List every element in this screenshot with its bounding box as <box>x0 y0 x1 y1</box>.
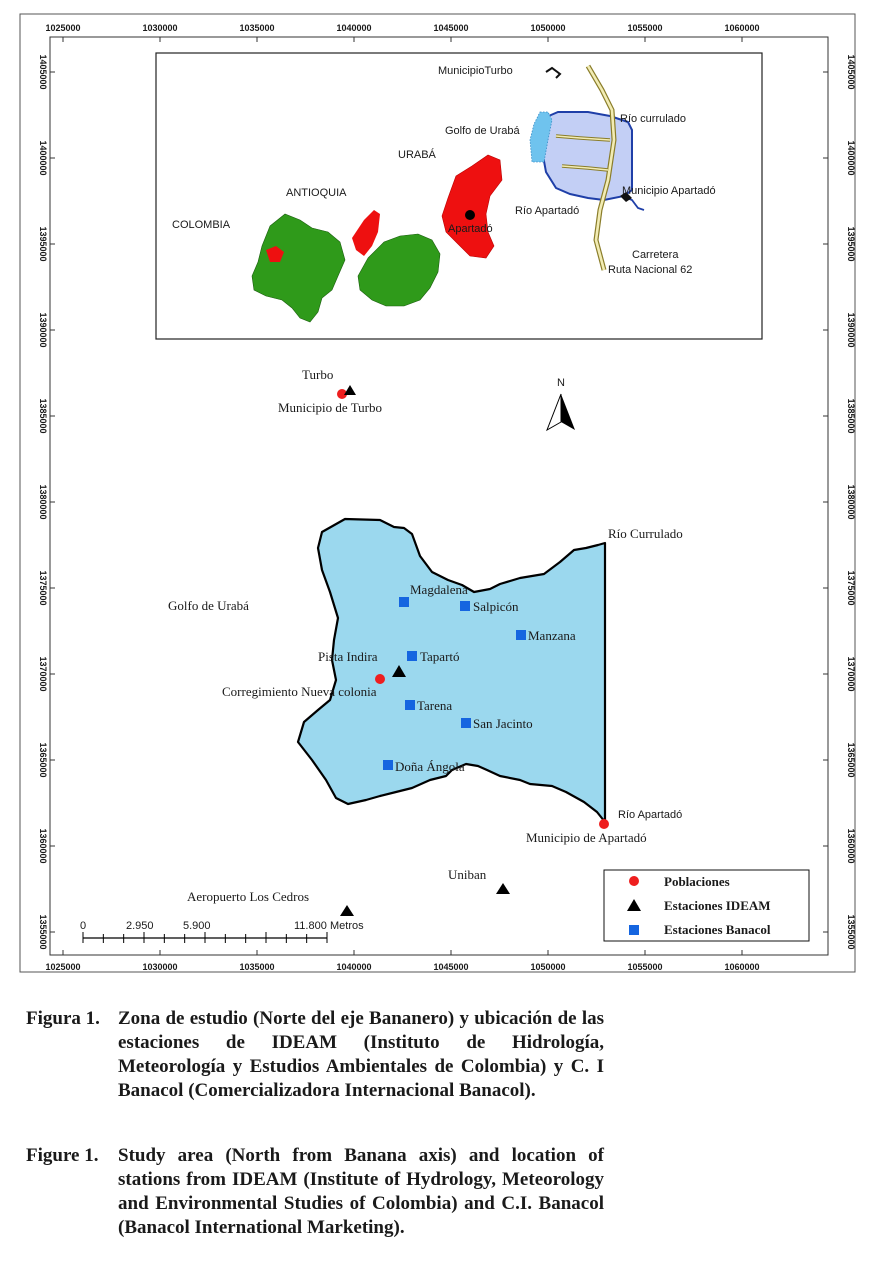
turbo-label: Turbo <box>302 367 334 382</box>
station-dona-angola-marker <box>383 760 393 770</box>
y-tick-label-left: 1395000 <box>38 226 48 262</box>
y-tick-label-right: 1360000 <box>846 828 856 864</box>
y-tick-label-left: 1400000 <box>38 140 48 176</box>
x-tick-label-top: 1055000 <box>627 23 663 33</box>
station-salpicon-marker <box>460 601 470 611</box>
y-tick-label-left: 1380000 <box>38 484 48 520</box>
inset-apartado-label: Apartadó <box>448 223 493 235</box>
inset-antioquia-label: ANTIOQUIA <box>286 187 347 199</box>
municipio-apartado-label: Municipio de Apartadó <box>526 830 647 845</box>
y-tick-label-right: 1390000 <box>846 312 856 348</box>
x-tick-label-top: 1035000 <box>239 23 275 33</box>
inset-uraba-label: URABÁ <box>398 149 436 161</box>
inset-municipio-turbo-label: MunicipioTurbo <box>438 65 513 77</box>
legend-ideam: Estaciones IDEAM <box>664 898 771 913</box>
legend <box>604 870 809 941</box>
y-tick-label-left: 1385000 <box>38 398 48 434</box>
scale-1: 2.950 <box>126 920 154 932</box>
location-inset <box>156 53 762 339</box>
caption-english-label: Figure 1. <box>26 1145 99 1166</box>
x-tick-label-top: 1050000 <box>530 23 566 33</box>
scale-0: 0 <box>80 920 87 932</box>
nueva-colonia-population-dot <box>375 674 385 684</box>
golfo-label: Golfo de Urabá <box>168 598 249 613</box>
station-taparto-label: Tapartó <box>420 649 460 664</box>
inset-colombia-label: COLOMBIA <box>172 219 231 231</box>
station-tarena-marker <box>405 700 415 710</box>
x-tick-label-bottom: 1030000 <box>142 962 178 972</box>
x-tick-label-bottom: 1025000 <box>45 962 81 972</box>
north-label: N <box>557 377 565 389</box>
caption-english <box>26 1144 604 1240</box>
x-tick-label-top: 1045000 <box>433 23 469 33</box>
y-tick-label-left: 1360000 <box>38 828 48 864</box>
station-manzana-label: Manzana <box>528 628 576 643</box>
inset-rio-apartado-label: Río Apartadó <box>515 205 580 217</box>
x-tick-label-top: 1060000 <box>724 23 760 33</box>
y-tick-label-right: 1375000 <box>846 570 856 606</box>
x-tick-label-bottom: 1050000 <box>530 962 566 972</box>
aeropuerto-label: Aeropuerto Los Cedros <box>187 889 310 904</box>
scale-3: 11.800 <box>294 920 327 932</box>
inset-study-area <box>542 112 632 200</box>
y-tick-label-right: 1395000 <box>846 226 856 262</box>
station-san-jacinto-marker <box>461 718 471 728</box>
caption-spanish <box>26 1007 604 1103</box>
legend-banacol: Estaciones Banacol <box>664 922 771 937</box>
y-tick-label-left: 1355000 <box>38 914 48 950</box>
x-tick-label-top: 1030000 <box>142 23 178 33</box>
y-tick-label-left: 1370000 <box>38 656 48 692</box>
x-tick-label-bottom: 1055000 <box>627 962 663 972</box>
x-tick-label-bottom: 1035000 <box>239 962 275 972</box>
x-tick-label-top: 1025000 <box>45 23 81 33</box>
rio-currulado-label: Río Currulado <box>608 526 683 541</box>
caption-english-text: Study area (North from Banana axis) and location of stations from IDEAM (Institute of Hydrology, Meteorology and Environmental Studies of Colombia) and C.I. Banacol (Banacol International Marketing). <box>118 1145 604 1238</box>
x-tick-label-bottom: 1040000 <box>336 962 372 972</box>
y-tick-label-right: 1385000 <box>846 398 856 434</box>
inset-rio-currulado-label: Río currulado <box>620 113 687 125</box>
apartado-inset-dot <box>465 210 475 220</box>
station-taparto-marker <box>407 651 417 661</box>
scale-2: 5.900 <box>183 920 211 932</box>
station-magdalena-marker <box>399 597 409 607</box>
corregimiento-label: Corregimiento Nueva colonia <box>222 684 377 699</box>
legend-poblaciones: Poblaciones <box>664 874 730 889</box>
scale-unit: Metros <box>330 920 364 932</box>
station-manzana-marker <box>516 630 526 640</box>
station-dona-angola-label: Doña Ángola <box>395 759 465 774</box>
inset-municipio-apartado-label: Municipio Apartadó <box>622 185 716 197</box>
rio-apartado-label: Río Apartadó <box>618 809 683 821</box>
apartado-population-dot <box>599 819 609 829</box>
y-tick-label-right: 1370000 <box>846 656 856 692</box>
municipio-turbo-label: Municipio de Turbo <box>278 400 383 415</box>
inset-golfo-label: Golfo de Urabá <box>445 125 520 137</box>
x-tick-label-top: 1040000 <box>336 23 372 33</box>
y-tick-label-right: 1365000 <box>846 742 856 778</box>
y-tick-label-right: 1355000 <box>846 914 856 950</box>
y-tick-label-left: 1390000 <box>38 312 48 348</box>
caption-spanish-label: Figura 1. <box>26 1008 100 1029</box>
legend-population-symbol <box>629 876 639 886</box>
y-tick-label-right: 1380000 <box>846 484 856 520</box>
legend-banacol-symbol <box>629 925 639 935</box>
pista-indira-label: Pista Indira <box>318 649 378 664</box>
y-tick-label-right: 1400000 <box>846 140 856 176</box>
inset-carretera-label: Carretera <box>632 249 679 261</box>
uniban-label: Uniban <box>448 867 487 882</box>
station-magdalena-label: Magdalena <box>410 582 468 597</box>
x-tick-label-bottom: 1045000 <box>433 962 469 972</box>
y-tick-label-right: 1405000 <box>846 54 856 90</box>
inset-ruta-label: Ruta Nacional 62 <box>608 264 693 276</box>
y-tick-label-left: 1375000 <box>38 570 48 606</box>
y-tick-label-left: 1405000 <box>38 54 48 90</box>
station-tarena-label: Tarena <box>417 698 453 713</box>
x-tick-label-bottom: 1060000 <box>724 962 760 972</box>
y-tick-label-left: 1365000 <box>38 742 48 778</box>
station-san-jacinto-label: San Jacinto <box>473 716 533 731</box>
station-salpicon-label: Salpicón <box>473 599 519 614</box>
caption-spanish-text: Zona de estudio (Norte del eje Bananero) y ubicación de las estaciones de IDEAM (Instituto de Hidrología, Meteorología y Estudios Ambientales de Colombia) y C. I Banacol (Comercializadora Internacional Banacol). <box>118 1008 604 1101</box>
